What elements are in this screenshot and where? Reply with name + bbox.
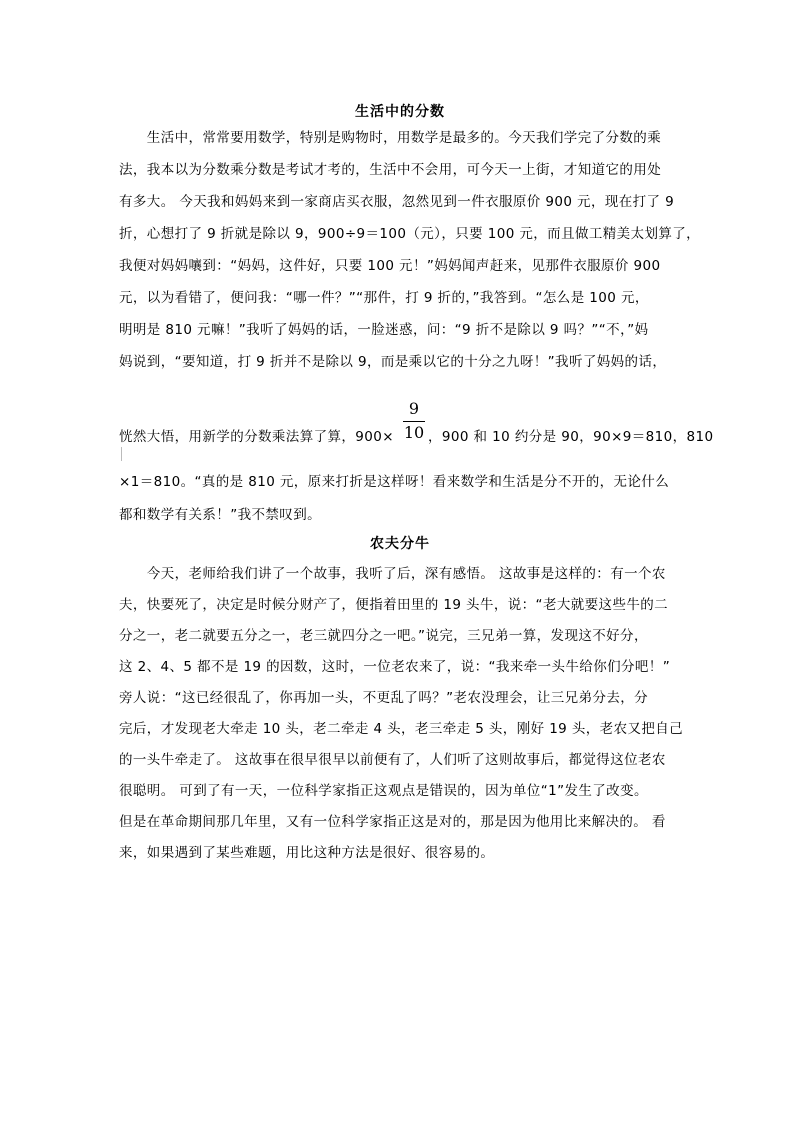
fraction-denominator: 10 <box>403 423 425 442</box>
section-title-fractions-in-life: 生活中的分数 <box>355 104 445 120</box>
section-title-farmer-divides-cattle: 农夫分牛 <box>370 536 430 552</box>
paragraph-line: 分之一，老二就要五分之一，老三就四分之一吧。”说完，三兄弟一算，发现这不好分， <box>119 628 648 644</box>
paragraph-line: 来，如果遇到了某些难题，用比这种方法是很好、很容易的。 <box>119 845 495 861</box>
paragraph-line: 元，以为看错了，便问我：“哪一件？”“那件，打 9 折的，”我答到。“怎么是 100 元， <box>119 290 649 306</box>
paragraph-line: 折，心想打了 9 折就是除以 9，900÷9＝100（元），只要 100 元，而且做工精美太划算了， <box>119 226 701 242</box>
paragraph-line: 这 2、4、5 都不是 19 的因数，这时，一位老农来了，说：“我来牵一头牛给你们分吧！” <box>119 659 671 675</box>
paragraph-line: 法，我本以为分数乘分数是考试才考的，生活中不会用，可今天一上街，才知道它的用处 <box>119 162 662 178</box>
paragraph-line: 都和数学有关系！”我不禁叹到。 <box>119 507 321 523</box>
paragraph-line: 夫，快要死了，决定是时候分财产了，便指着田里的 19 头牛，说：“老大就要这些牛的二 <box>119 597 669 613</box>
paragraph-line: 生活中，常常要用数学，特别是购物时，用数学是最多的。今天我们学完了分数的乘 <box>119 130 662 146</box>
paragraph-line: 很聪明。 可到了有一天，一位科学家指正这观点是错误的，因为单位“1”发生了改变。 <box>119 783 648 799</box>
paragraph-line-before-fraction: 恍然大悟，用新学的分数乘法算了算，900× <box>119 429 394 445</box>
paragraph-line: 旁人说：“这已经很乱了，你再加一头，不更乱了吗？”老农没理会，让三兄弟分去，分 <box>119 690 649 706</box>
paragraph-line: 我便对妈妈嚷到：“妈妈，这件好，只要 100 元！”妈妈闻声赶来，见那件衣服原价 900 <box>119 258 661 274</box>
paragraph-line: 明明是 810 元嘛！”我听了妈妈的话，一脸迷惑，问：“9 折不是除以 9 吗？”“不，”妈 <box>119 322 649 338</box>
paragraph-line: 今天，老师给我们讲了一个故事，我听了后，深有感悟。 这故事是这样的：有一个农 <box>119 566 666 582</box>
margin-mark <box>121 447 122 461</box>
paragraph-line: 完后，才发现老大牵走 10 头，老二牵走 4 头，老三牵走 5 头，刚好 19 头，老农又把自己 <box>119 721 684 737</box>
paragraph-line: 但是在革命期间那几年里，又有一位科学家指正这是对的，那是因为他用比来解决的。 看 <box>119 814 666 830</box>
fraction-numerator: 9 <box>408 399 420 418</box>
paragraph-line: 的一头牛牵走了。 这故事在很早很早以前便有了，人们听了这则故事后，都觉得这位老农 <box>119 752 666 768</box>
paragraph-line: 有多大。 今天我和妈妈来到一家商店买衣服，忽然见到一件衣服原价 900 元，现在打了 9 <box>119 194 675 210</box>
fraction-bar <box>403 421 425 422</box>
paragraph-line: 妈说到，“要知道，打 9 折并不是除以 9，而是乘以它的十分之九呀！”我听了妈妈的话， <box>119 354 667 370</box>
paragraph-line: ×1＝810。“真的是 810 元，原来打折是这样呀！看来数学和生活是分不开的，无论什么 <box>119 474 670 490</box>
paragraph-line-after-fraction: ，900 和 10 约分是 90，90×9＝810，810 <box>428 429 714 445</box>
